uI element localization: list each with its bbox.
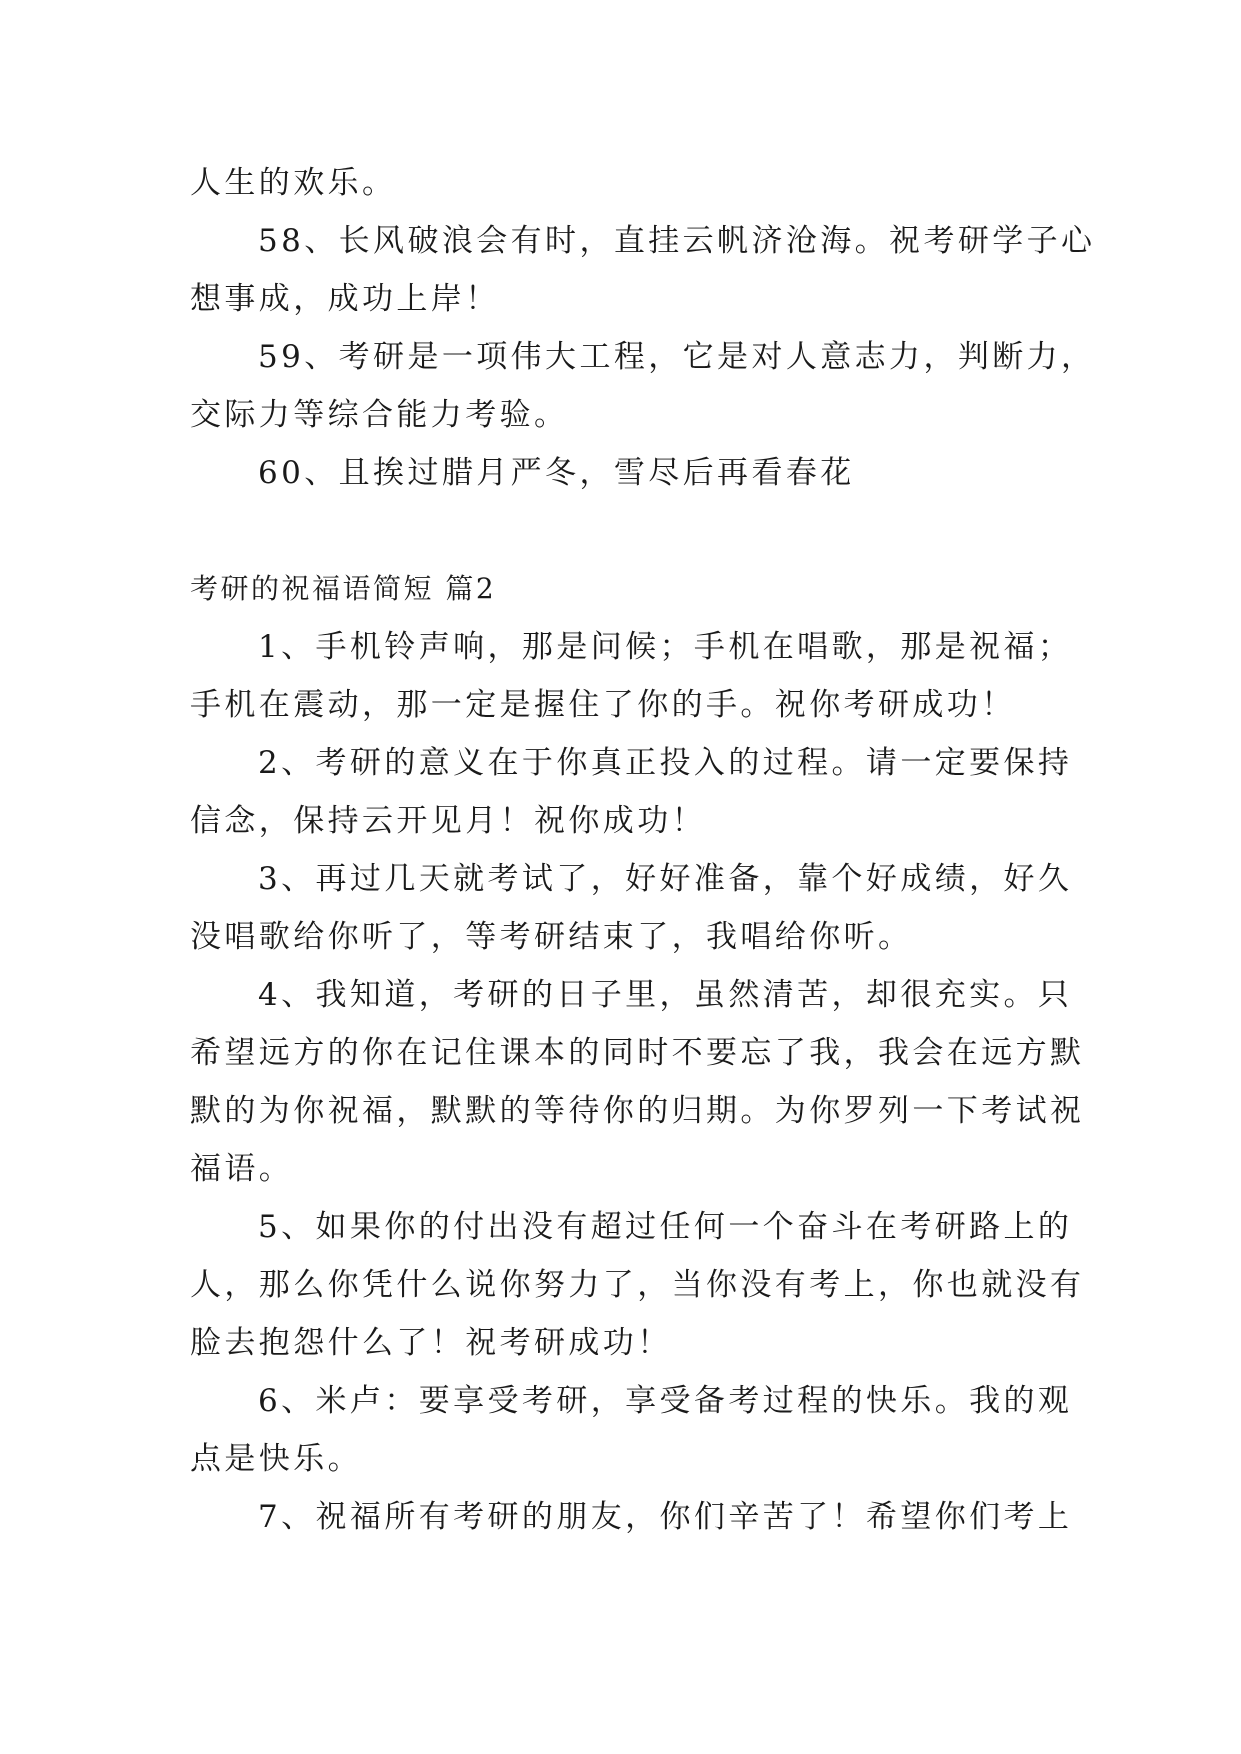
text-line: 4、我知道，考研的日子里，虽然清苦，却很充实。只 [258,977,1073,1013]
text-line: 5、如果你的付出没有超过任何一个奋斗在考研路上的 [258,1209,1073,1245]
paragraph-4 [190,966,1085,1198]
text-line: 人生的欢乐。 [190,165,397,201]
paragraph-7 [190,1488,1073,1546]
paragraph-1 [190,618,1073,734]
paragraph-60 [190,444,1052,502]
text-line: 59、考研是一项伟大工程，它是对人意志力，判断力， [258,339,1096,375]
paragraph-continuation [190,154,1052,212]
text-line: 交际力等综合能力考验。 [190,397,569,433]
text-line: 人，那么你凭什么说你努力了，当你没有考上，你也就没有 [190,1267,1085,1303]
text-line: 手机在震动，那一定是握住了你的手。祝你考研成功！ [190,687,1016,723]
text-line: 没唱歌给你听了，等考研结束了，我唱给你听。 [190,919,913,955]
text-line: 福语。 [190,1151,294,1187]
text-line: 1、手机铃声响，那是问候；手机在唱歌，那是祝福； [258,629,1073,665]
text-line: 点是快乐。 [190,1441,362,1477]
text-line: 希望远方的你在记住课本的同时不要忘了我，我会在远方默 [190,1035,1085,1071]
text-line: 信念，保持云开见月！祝你成功！ [190,803,706,839]
text-line: 2、考研的意义在于你真正投入的过程。请一定要保持 [258,745,1073,781]
text-line: 7、祝福所有考研的朋友，你们辛苦了！希望你们考上 [258,1499,1073,1535]
paragraph-59 [190,328,1096,444]
section-spacer [190,502,1052,560]
text-line: 3、再过几天就考试了，好好准备，靠个好成绩，好久 [258,861,1073,897]
paragraph-2 [190,734,1073,850]
section-heading: 考研的祝福语简短 篇2 [190,572,497,605]
paragraph-6 [190,1372,1073,1488]
text-line: 想事成，成功上岸！ [190,281,500,317]
text-line: 58、长风破浪会有时，直挂云帆济沧海。祝考研学子心 [258,223,1096,259]
text-line: 60、且挨过腊月严冬，雪尽后再看春花 [258,455,855,491]
paragraph-58 [190,212,1096,328]
text-line: 脸去抱怨什么了！祝考研成功！ [190,1325,672,1361]
text-line: 6、米卢：要享受考研，享受备考过程的快乐。我的观 [258,1383,1073,1419]
document-body [190,154,1096,1546]
paragraph-3 [190,850,1073,966]
text-line: 默的为你祝福，默默的等待你的归期。为你罗列一下考试祝 [190,1093,1085,1129]
paragraph-5 [190,1198,1085,1372]
